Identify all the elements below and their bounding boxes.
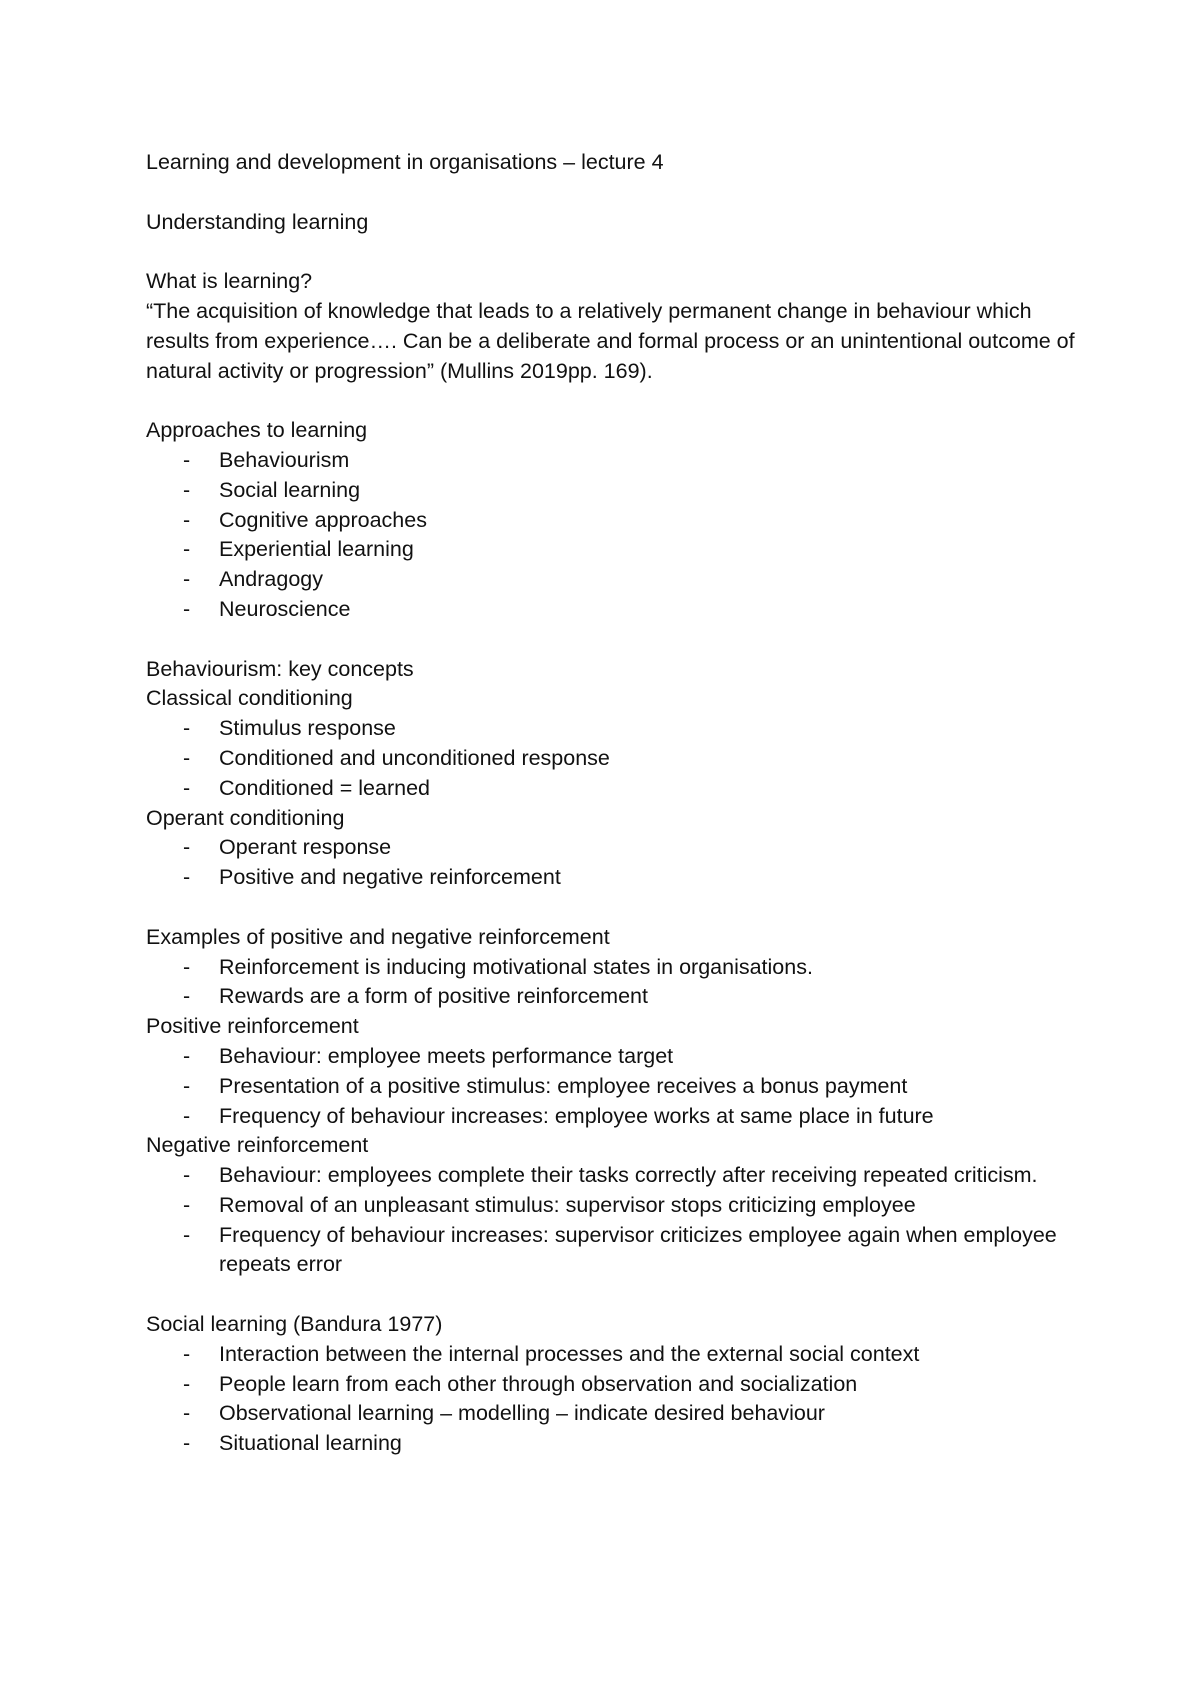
list-item-text: Reinforcement is inducing motivational states in organisations. xyxy=(219,954,813,979)
negative-reinforcement-heading: Negative reinforcement xyxy=(146,1133,369,1158)
list-item xyxy=(146,506,1086,536)
dash-bullet: - xyxy=(183,835,191,860)
list-item xyxy=(146,565,1086,595)
dash-bullet: - xyxy=(183,507,191,532)
list-item-text: Observational learning – modelling – indicate desired behaviour xyxy=(219,1401,825,1426)
document-title: Learning and development in organisations – lecture 4 xyxy=(146,150,664,174)
dash-bullet: - xyxy=(183,477,191,502)
dash-bullet: - xyxy=(183,1431,191,1456)
list-item-text: Interaction between the internal processes and the external social context xyxy=(219,1341,920,1366)
list-item xyxy=(146,1072,1086,1102)
list-item-text: Stimulus response xyxy=(219,716,396,741)
list-item xyxy=(146,1370,1086,1400)
list-item xyxy=(146,863,1086,893)
list-item xyxy=(146,1042,1086,1072)
positive-reinforcement-list xyxy=(146,1042,1086,1131)
operant-conditioning-list xyxy=(146,833,1086,893)
negative-reinforcement-list xyxy=(146,1161,1086,1280)
dash-bullet: - xyxy=(183,1043,191,1068)
classical-conditioning-list xyxy=(146,714,1086,803)
dash-bullet: - xyxy=(183,447,191,472)
list-item xyxy=(146,744,1086,774)
list-item xyxy=(146,953,1086,983)
approaches-list xyxy=(146,446,1086,625)
spacer xyxy=(146,178,1086,208)
list-item-text: Behaviourism xyxy=(219,447,350,472)
examples-heading: Examples of positive and negative reinforcement xyxy=(146,924,610,949)
dash-bullet: - xyxy=(183,865,191,890)
list-item xyxy=(146,595,1086,625)
list-item-text: Neuroscience xyxy=(219,596,351,621)
list-item-text: Operant response xyxy=(219,835,392,860)
dash-bullet: - xyxy=(183,1103,191,1128)
dash-bullet: - xyxy=(183,1401,191,1426)
dash-bullet: - xyxy=(183,537,191,562)
section-subtitle: Understanding learning xyxy=(146,209,369,234)
list-item xyxy=(146,1191,1086,1221)
operant-conditioning-heading: Operant conditioning xyxy=(146,805,345,830)
list-item-text: Behaviour: employee meets performance target xyxy=(219,1043,674,1068)
list-item-text: Social learning xyxy=(219,477,361,502)
dash-bullet: - xyxy=(183,567,191,592)
dash-bullet: - xyxy=(183,954,191,979)
list-item-text: People learn from each other through observation and socialization xyxy=(219,1371,858,1396)
list-item-text: Removal of an unpleasant stimulus: supervisor stops criticizing employee xyxy=(219,1192,916,1217)
list-item xyxy=(146,714,1086,744)
spacer xyxy=(146,625,1086,655)
dash-bullet: - xyxy=(183,1371,191,1396)
positive-reinforcement-heading: Positive reinforcement xyxy=(146,1014,359,1039)
list-item xyxy=(146,774,1086,804)
list-item xyxy=(146,446,1086,476)
behaviourism-heading: Behaviourism: key concepts xyxy=(146,656,414,681)
list-item-text: Frequency of behaviour increases: employee works at same place in future xyxy=(219,1103,934,1128)
social-learning-list xyxy=(146,1340,1086,1459)
list-item xyxy=(146,1221,1086,1281)
dash-bullet: - xyxy=(183,984,191,1009)
list-item xyxy=(146,1102,1086,1132)
list-item xyxy=(146,1340,1086,1370)
list-item xyxy=(146,982,1086,1012)
list-item-text: Conditioned = learned xyxy=(219,775,430,800)
list-item-text: Behaviour: employees complete their tasks correctly after receiving repeated criticism. xyxy=(219,1163,1038,1188)
dash-bullet: - xyxy=(183,716,191,741)
dash-bullet: - xyxy=(183,1163,191,1188)
spacer xyxy=(146,386,1086,416)
examples-list xyxy=(146,953,1086,1013)
what-is-learning-heading: What is learning? xyxy=(146,269,313,294)
dash-bullet: - xyxy=(183,596,191,621)
list-item xyxy=(146,535,1086,565)
list-item xyxy=(146,1161,1086,1191)
list-item-text: Presentation of a positive stimulus: employee receives a bonus payment xyxy=(219,1073,908,1098)
list-item-text: Cognitive approaches xyxy=(219,507,427,532)
dash-bullet: - xyxy=(183,1192,191,1217)
spacer xyxy=(146,893,1086,923)
dash-bullet: - xyxy=(183,745,191,770)
list-item xyxy=(146,833,1086,863)
list-item-text: Situational learning xyxy=(219,1431,402,1456)
list-item xyxy=(146,476,1086,506)
dash-bullet: - xyxy=(183,1341,191,1366)
social-learning-heading: Social learning (Bandura 1977) xyxy=(146,1312,443,1337)
list-item-text: Experiential learning xyxy=(219,537,414,562)
spacer xyxy=(146,1280,1086,1310)
list-item-text: Andragogy xyxy=(219,567,323,592)
list-item-text: Conditioned and unconditioned response xyxy=(219,745,610,770)
classical-conditioning-heading: Classical conditioning xyxy=(146,686,353,711)
dash-bullet: - xyxy=(183,1073,191,1098)
approaches-heading: Approaches to learning xyxy=(146,418,368,443)
dash-bullet: - xyxy=(183,1222,191,1247)
spacer xyxy=(146,237,1086,267)
document-body xyxy=(146,148,1086,1459)
list-item xyxy=(146,1399,1086,1429)
list-item-text: Frequency of behaviour increases: supervisor criticizes employee again when employee repeats error xyxy=(219,1222,1057,1277)
learning-definition-quote: “The acquisition of knowledge that leads to a relatively permanent change in behaviour which results from experience…. Can be a deliberate and formal process or an unintentional outcome of natural activity or progression” (Mullins 2019pp. 169). xyxy=(146,298,1075,383)
dash-bullet: - xyxy=(183,775,191,800)
list-item-text: Rewards are a form of positive reinforcement xyxy=(219,984,648,1009)
list-item-text: Positive and negative reinforcement xyxy=(219,865,561,890)
list-item xyxy=(146,1429,1086,1459)
